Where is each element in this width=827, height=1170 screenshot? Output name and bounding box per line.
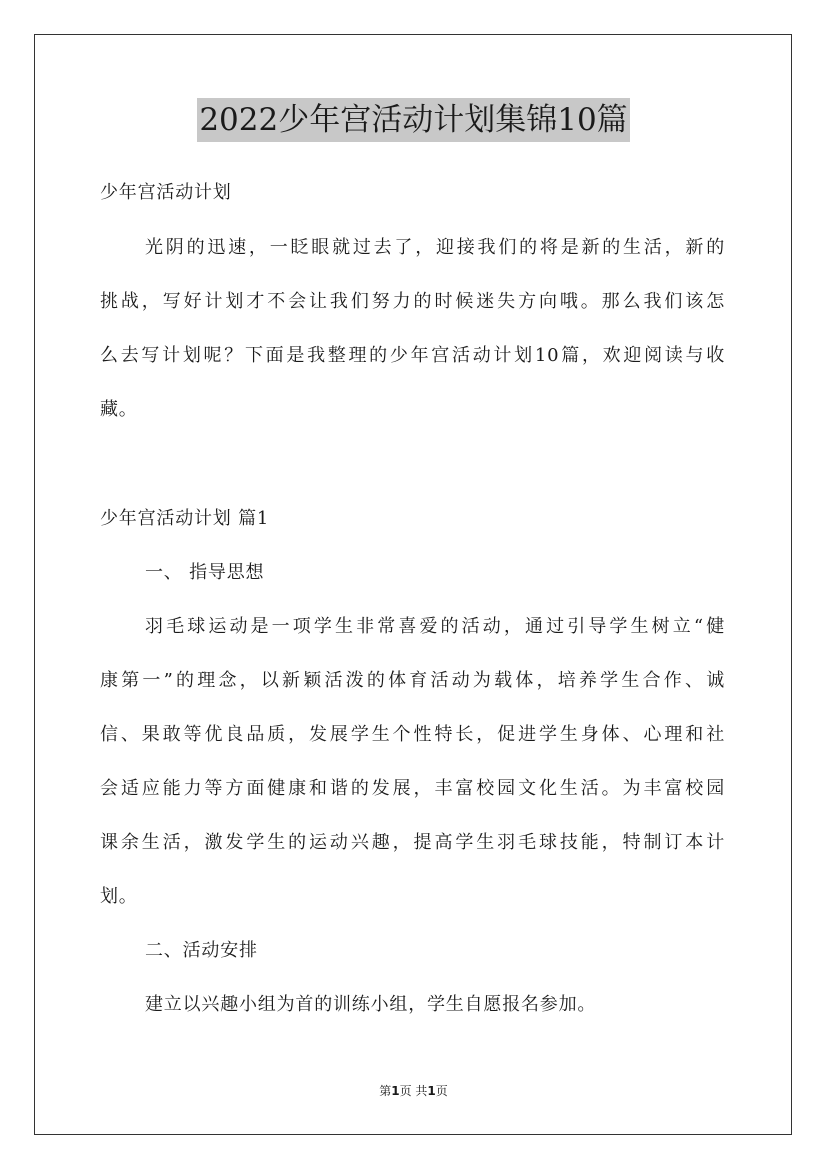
title-container	[0, 98, 827, 142]
sub2-line-1: 建立以兴趣小组为首的训练小组，学生自愿报名参加。	[145, 994, 597, 1015]
sub1-line-6: 划。	[100, 886, 138, 907]
footer-page-number: 1	[391, 1084, 400, 1098]
footer-page-mid: 页 共	[399, 1084, 428, 1098]
footer-page-pre: 第	[379, 1084, 392, 1098]
intro-heading: 少年宫活动计划	[100, 182, 232, 203]
sub2-heading: 二、活动安排	[145, 940, 258, 961]
section-heading: 少年宫活动计划 篇1	[100, 508, 270, 529]
footer-page-total: 1	[427, 1084, 436, 1098]
footer-page-post: 页	[435, 1084, 448, 1098]
document-title: 2022少年宫活动计划集锦10篇	[197, 98, 629, 142]
sub1-line-4: 会适应能力等方面健康和谐的发展，丰富校园文化生活。为丰富校园	[100, 778, 725, 799]
sub1-line-1: 羽毛球运动是一项学生非常喜爱的活动，通过引导学生树立“健	[145, 616, 725, 637]
sub1-line-2: 康第一”的理念，以新颖活泼的体育活动为载体，培养学生合作、诚	[100, 670, 725, 691]
intro-line-3: 么去写计划呢？下面是我整理的少年宫活动计划10篇，欢迎阅读与收	[100, 345, 725, 366]
intro-line-1: 光阴的迅速，一眨眼就过去了，迎接我们的将是新的生活，新的	[145, 237, 725, 258]
page-footer	[0, 1083, 827, 1099]
intro-line-4: 藏。	[100, 399, 138, 420]
sub1-line-5: 课余生活，激发学生的运动兴趣，提高学生羽毛球技能，特制订本计	[100, 832, 725, 853]
sub1-heading: 一、 指导思想	[145, 562, 265, 583]
sub1-line-3: 信、果敢等优良品质，发展学生个性特长，促进学生身体、心理和社	[100, 724, 725, 745]
intro-line-2: 挑战，写好计划才不会让我们努力的时候迷失方向哦。那么我们该怎	[100, 291, 725, 312]
